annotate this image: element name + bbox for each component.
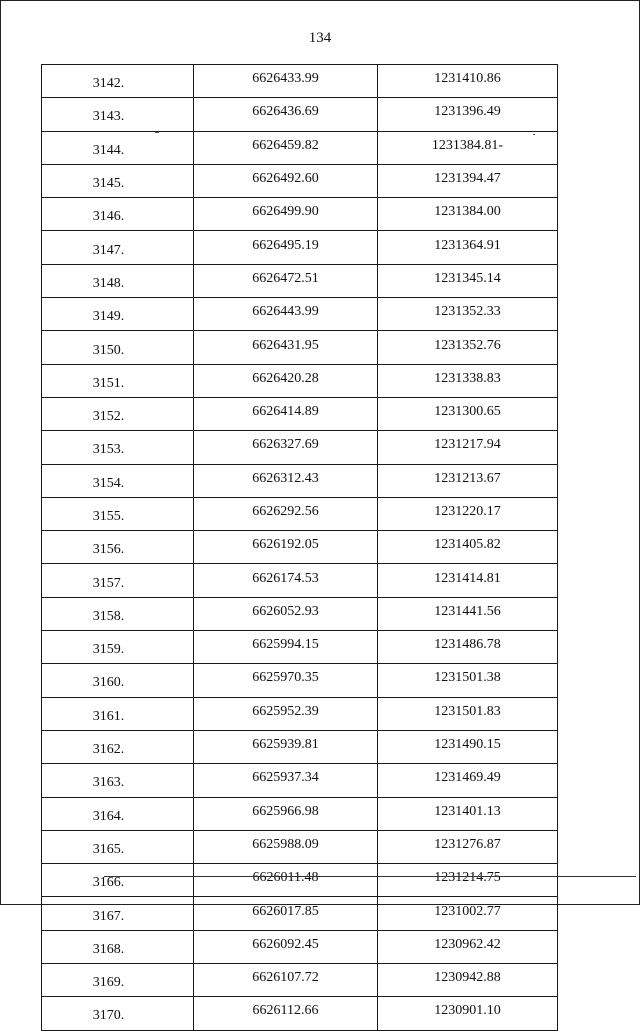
table-row (42, 830, 558, 863)
y-coordinate-cell: 1231352.76 (378, 331, 558, 364)
point-number-cell: 3147. (42, 231, 194, 264)
x-coordinate-cell: 6626052.93 (194, 597, 378, 630)
x-coordinate-cell: 6625966.98 (194, 797, 378, 830)
point-number-cell: 3162. (42, 730, 194, 763)
table-row (42, 364, 558, 397)
y-coordinate-cell: 1231300.65 (378, 397, 558, 430)
y-coordinate-cell: 1231469.49 (378, 764, 558, 797)
table-row (42, 298, 558, 331)
point-number-cell: 3148. (42, 264, 194, 297)
table-row (42, 897, 558, 930)
table-row (42, 930, 558, 963)
point-number-cell: 3155. (42, 497, 194, 530)
table-row (42, 864, 558, 897)
point-number-cell: 3156. (42, 531, 194, 564)
y-coordinate-cell: 1231364.91 (378, 231, 558, 264)
table-row (42, 65, 558, 98)
point-number-cell: 3166. (42, 864, 194, 897)
point-number-cell: 3150. (42, 331, 194, 364)
table-row (42, 764, 558, 797)
x-coordinate-cell: 6626436.69 (194, 98, 378, 131)
x-coordinate-cell: 6626092.45 (194, 930, 378, 963)
x-coordinate-cell: 6626433.99 (194, 65, 378, 98)
y-coordinate-cell: 1231338.83 (378, 364, 558, 397)
point-number-cell: 3154. (42, 464, 194, 497)
y-coordinate-cell: 1231276.87 (378, 830, 558, 863)
scan-speck (155, 132, 159, 133)
point-number-cell: 3146. (42, 198, 194, 231)
table-row (42, 331, 558, 364)
scan-speck (533, 134, 535, 135)
table-row (42, 231, 558, 264)
table-row (42, 964, 558, 997)
table-row (42, 564, 558, 597)
x-coordinate-cell: 6626011.48 (194, 864, 378, 897)
point-number-cell: 3152. (42, 397, 194, 430)
y-coordinate-cell: 1230942.88 (378, 964, 558, 997)
table-row (42, 497, 558, 530)
point-number-cell: 3143. (42, 98, 194, 131)
y-coordinate-cell: 1231414.81 (378, 564, 558, 597)
coordinates-table (41, 64, 558, 1031)
x-coordinate-cell: 6626492.60 (194, 164, 378, 197)
y-coordinate-cell: 1231501.38 (378, 664, 558, 697)
y-coordinate-cell: 1231401.13 (378, 797, 558, 830)
point-number-cell: 3168. (42, 930, 194, 963)
y-coordinate-cell: 1231214.75 (378, 864, 558, 897)
point-number-cell: 3142. (42, 65, 194, 98)
point-number-cell: 3145. (42, 164, 194, 197)
y-coordinate-cell: 1231217.94 (378, 431, 558, 464)
table-row (42, 531, 558, 564)
x-coordinate-cell: 6626017.85 (194, 897, 378, 930)
x-coordinate-cell: 6626420.28 (194, 364, 378, 397)
y-coordinate-cell: 1231486.78 (378, 631, 558, 664)
y-coordinate-cell: 1231396.49 (378, 98, 558, 131)
table-row (42, 264, 558, 297)
point-number-cell: 3167. (42, 897, 194, 930)
table-row (42, 464, 558, 497)
y-coordinate-cell: 1231220.17 (378, 497, 558, 530)
point-number-cell: 3161. (42, 697, 194, 730)
y-coordinate-cell: 1231394.47 (378, 164, 558, 197)
page-number: 134 (308, 30, 332, 46)
x-coordinate-cell: 6626459.82 (194, 131, 378, 164)
table-row (42, 98, 558, 131)
y-coordinate-cell: 1231384.00 (378, 198, 558, 231)
y-coordinate-cell: 1231213.67 (378, 464, 558, 497)
point-number-cell: 3160. (42, 664, 194, 697)
y-coordinate-cell: 1231405.82 (378, 531, 558, 564)
x-coordinate-cell: 6625937.34 (194, 764, 378, 797)
x-coordinate-cell: 6626499.90 (194, 198, 378, 231)
y-coordinate-cell: 1231490.15 (378, 730, 558, 763)
table-row (42, 997, 558, 1030)
point-number-cell: 3157. (42, 564, 194, 597)
point-number-cell: 3144. (42, 131, 194, 164)
table-row (42, 164, 558, 197)
x-coordinate-cell: 6625988.09 (194, 830, 378, 863)
point-number-cell: 3151. (42, 364, 194, 397)
table-row (42, 697, 558, 730)
bottom-rule (104, 876, 636, 877)
x-coordinate-cell: 6625939.81 (194, 730, 378, 763)
x-coordinate-cell: 6626107.72 (194, 964, 378, 997)
y-coordinate-cell: 1231441.56 (378, 597, 558, 630)
x-coordinate-cell: 6626431.95 (194, 331, 378, 364)
y-coordinate-cell: 1231345.14 (378, 264, 558, 297)
point-number-cell: 3165. (42, 830, 194, 863)
x-coordinate-cell: 6626495.19 (194, 231, 378, 264)
point-number-cell: 3164. (42, 797, 194, 830)
x-coordinate-cell: 6625970.35 (194, 664, 378, 697)
x-coordinate-cell: 6625952.39 (194, 697, 378, 730)
x-coordinate-cell: 6626312.43 (194, 464, 378, 497)
point-number-cell: 3163. (42, 764, 194, 797)
table-row (42, 631, 558, 664)
x-coordinate-cell: 6626112.66 (194, 997, 378, 1030)
table-row (42, 198, 558, 231)
y-coordinate-cell: 1230962.42 (378, 930, 558, 963)
table-row (42, 730, 558, 763)
table-row (42, 597, 558, 630)
point-number-cell: 3170. (42, 997, 194, 1030)
coordinates-table-body (42, 65, 558, 1031)
table-row (42, 131, 558, 164)
x-coordinate-cell: 6626174.53 (194, 564, 378, 597)
y-coordinate-cell: 1231352.33 (378, 298, 558, 331)
y-coordinate-cell: 1231410.86 (378, 65, 558, 98)
x-coordinate-cell: 6625994.15 (194, 631, 378, 664)
point-number-cell: 3158. (42, 597, 194, 630)
y-coordinate-cell: 1230901.10 (378, 997, 558, 1030)
point-number-cell: 3159. (42, 631, 194, 664)
x-coordinate-cell: 6626443.99 (194, 298, 378, 331)
table-row (42, 797, 558, 830)
y-coordinate-cell: 1231501.83 (378, 697, 558, 730)
point-number-cell: 3169. (42, 964, 194, 997)
x-coordinate-cell: 6626472.51 (194, 264, 378, 297)
y-coordinate-cell: 1231384.81- (378, 131, 558, 164)
table-row (42, 664, 558, 697)
table-row (42, 397, 558, 430)
x-coordinate-cell: 6626414.89 (194, 397, 378, 430)
point-number-cell: 3153. (42, 431, 194, 464)
x-coordinate-cell: 6626292.56 (194, 497, 378, 530)
point-number-cell: 3149. (42, 298, 194, 331)
y-coordinate-cell: 1231002.77 (378, 897, 558, 930)
x-coordinate-cell: 6626192.05 (194, 531, 378, 564)
x-coordinate-cell: 6626327.69 (194, 431, 378, 464)
table-row (42, 431, 558, 464)
